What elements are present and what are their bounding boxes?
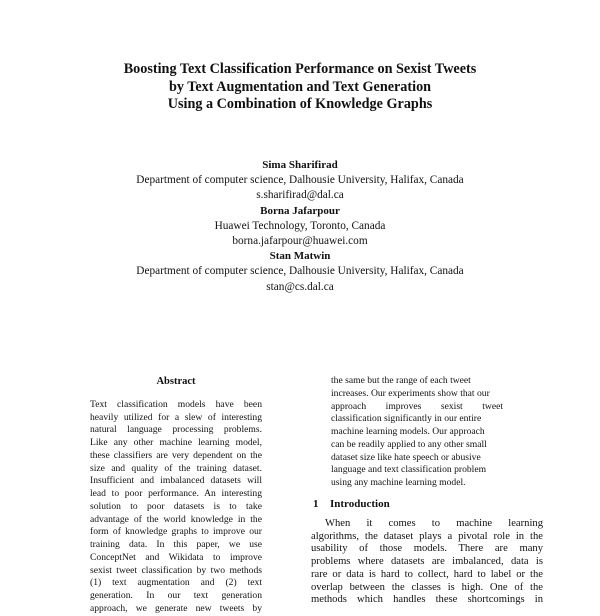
abstract-line: Text classification models have been [90, 398, 262, 410]
abstract-line: ConceptNet and Wikidata to improve [90, 551, 262, 563]
title-line: Boosting Text Classification Performance on Sexist Tweets [123, 61, 477, 77]
introduction-body [311, 518, 543, 607]
abstract-column [90, 376, 262, 616]
abstract-line: machine learning models. Our approach [331, 426, 485, 437]
intro-line: problems where datasets are imbalanced, data is [311, 556, 543, 568]
abstract-line: classification significantly in our entire [331, 413, 482, 425]
abstract-line: solution to poor datasets is to take [90, 500, 262, 512]
abstract-line: these classifiers are very dependent on the [90, 449, 262, 461]
intro-line: algorithms, the dataset plays a pivotal role in the [311, 530, 543, 542]
author-affiliation: Department of computer science, Dalhousie University, Halifax, Canada [136, 174, 464, 187]
abstract-line: using any machine learning model. [331, 477, 466, 488]
author-name: Stan Matwin [269, 250, 331, 263]
abstract-line: form of knowledge graphs to improve our [90, 526, 262, 538]
section-number: 1 [313, 498, 319, 510]
abstract-line: generation. In our text generation [90, 590, 262, 601]
abstract-line: sexist tweet classification by two methods [90, 564, 262, 576]
abstract-line: approach improves sexist tweet [331, 400, 503, 412]
author-email: stan@cs.dal.ca [266, 280, 334, 293]
author-affiliation: Department of computer science, Dalhousie University, Halifax, Canada [136, 265, 464, 278]
intro-line: methods which handles these shortcomings in [311, 594, 543, 606]
abstract-heading: Abstract [156, 376, 196, 387]
abstract-line: Like any other machine learning model, [90, 437, 262, 448]
abstract-line: increases. Our experiments show that our [331, 387, 490, 399]
abstract-continued-column [331, 375, 503, 490]
abstract-line: Insufficient and imbalanced datasets will [90, 475, 262, 487]
abstract-line: approach, we generate new tweets by [90, 602, 262, 614]
abstract-line: language and text classification problem [331, 464, 487, 476]
author-affiliation: Huawei Technology, Toronto, Canada [214, 219, 386, 232]
abstract-line: natural language processing problems. [90, 424, 262, 436]
author-email: s.sharifirad@dal.ca [256, 189, 344, 202]
abstract-line: (1) text augmentation and (2) text [90, 577, 262, 589]
author-block [60, 158, 540, 295]
author-email: borna.jafarpour@huawei.com [232, 235, 368, 248]
abstract-line: dataset size like hate speech or abusive [331, 451, 481, 463]
section-heading [313, 498, 543, 510]
abstract-line: training data. In this paper, we use [90, 539, 262, 550]
intro-line: When it comes to machine learning [325, 518, 543, 529]
abstract-line: advantage of the world knowledge in the [90, 513, 262, 525]
title-line: by Text Augmentation and Text Generation [168, 78, 432, 95]
abstract-line: can be readily applied to any other small [331, 438, 487, 450]
abstract-line: the same but the range of each tweet [331, 375, 471, 386]
intro-line: overlap between the classes is high. One of the [311, 581, 543, 593]
section-title: Introduction [330, 498, 390, 510]
author-name: Sima Sharifirad [262, 159, 338, 171]
abstract-line: heavily utilized for a slew of interesting [90, 411, 262, 423]
intro-line: rare or data is hard to collect, hard to label or the [311, 568, 543, 580]
intro-line: usability of those models. There are many [311, 543, 543, 555]
abstract-line: size and quality of the training dataset. [90, 462, 262, 474]
title-line: Using a Combination of Knowledge Graphs [167, 96, 433, 112]
author-name: Borna Jafarpour [260, 204, 340, 217]
paper-title [60, 61, 540, 114]
abstract-line: lead to poor performance. An interesting [90, 488, 262, 499]
